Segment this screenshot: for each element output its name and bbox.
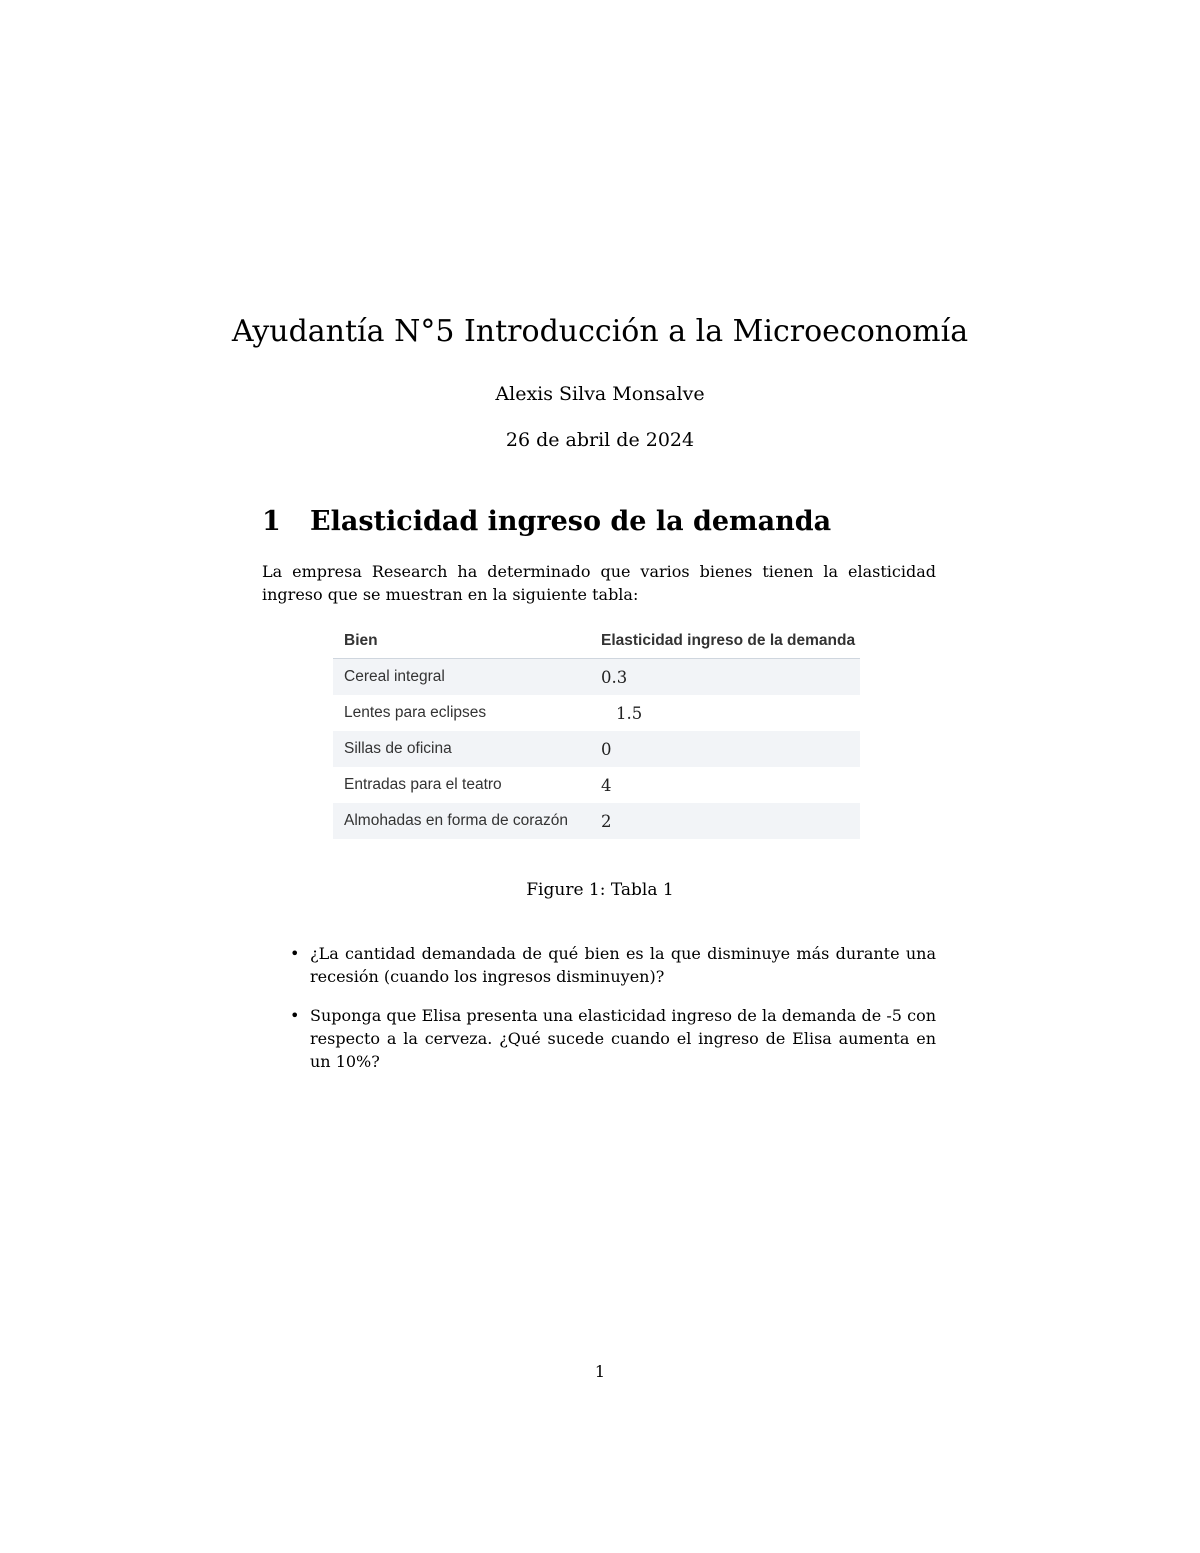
cell-bien: Sillas de oficina [333, 731, 590, 767]
question-text: Suponga que Elisa presenta una elasticidad ingreso de la demanda de -5 con respecto a la cerveza. ¿Qué sucede cuando el ingreso de Elisa aumenta en un 10%? [310, 1006, 936, 1071]
section-number: 1 [262, 506, 281, 537]
caption-text: Tabla 1 [610, 880, 674, 900]
cell-bien: Entradas para el teatro [344, 776, 502, 793]
cell-elasticidad: 4 [601, 775, 612, 795]
elasticity-table [333, 624, 860, 839]
section-title: Elasticidad ingreso de la demanda [310, 506, 832, 537]
column-header-elasticidad: Elasticidad ingreso de la demanda [590, 624, 860, 659]
cell-bien: Almohadas en forma de corazón [333, 803, 590, 839]
table-row [333, 659, 860, 696]
page-number: 1 [594, 1362, 606, 1381]
elasticity-table-figure [333, 624, 860, 839]
section-intro: La empresa Research ha determinado que varios bienes tienen la elasticidad ingreso que se muestran en la siguiente tabla: [262, 562, 936, 604]
question-text: ¿La cantidad demandada de qué bien es la que disminuye más durante una recesión (cuando los ingresos disminuyen)? [310, 944, 936, 986]
cell-bien: Lentes para eclipses [344, 704, 487, 721]
table-row [333, 767, 860, 803]
cell-elasticidad: 0.3 [590, 659, 860, 696]
caption-prefix: Figure 1: [526, 880, 606, 900]
question-list [288, 942, 936, 1089]
bullet-icon: • [290, 1006, 300, 1025]
table-row [333, 731, 860, 767]
table-row [333, 803, 860, 839]
cell-elasticidad: 0 [590, 731, 860, 767]
document-date: 26 de abril de 2024 [505, 429, 695, 451]
list-item [288, 942, 936, 988]
table-row [333, 695, 860, 731]
table-header-row [333, 624, 860, 659]
column-header-bien: Bien [333, 624, 590, 659]
document-author: Alexis Silva Monsalve [495, 383, 705, 405]
cell-elasticidad: 2 [590, 803, 860, 839]
bullet-icon: • [290, 944, 300, 963]
cell-bien: Cereal integral [333, 659, 590, 696]
cell-elasticidad: 1.5 [616, 703, 643, 723]
figure-caption [0, 880, 1200, 900]
document-title: Ayudantía N°5 Introducción a la Microeconomía [231, 314, 969, 349]
list-item [288, 1004, 936, 1073]
section-heading [262, 506, 942, 537]
